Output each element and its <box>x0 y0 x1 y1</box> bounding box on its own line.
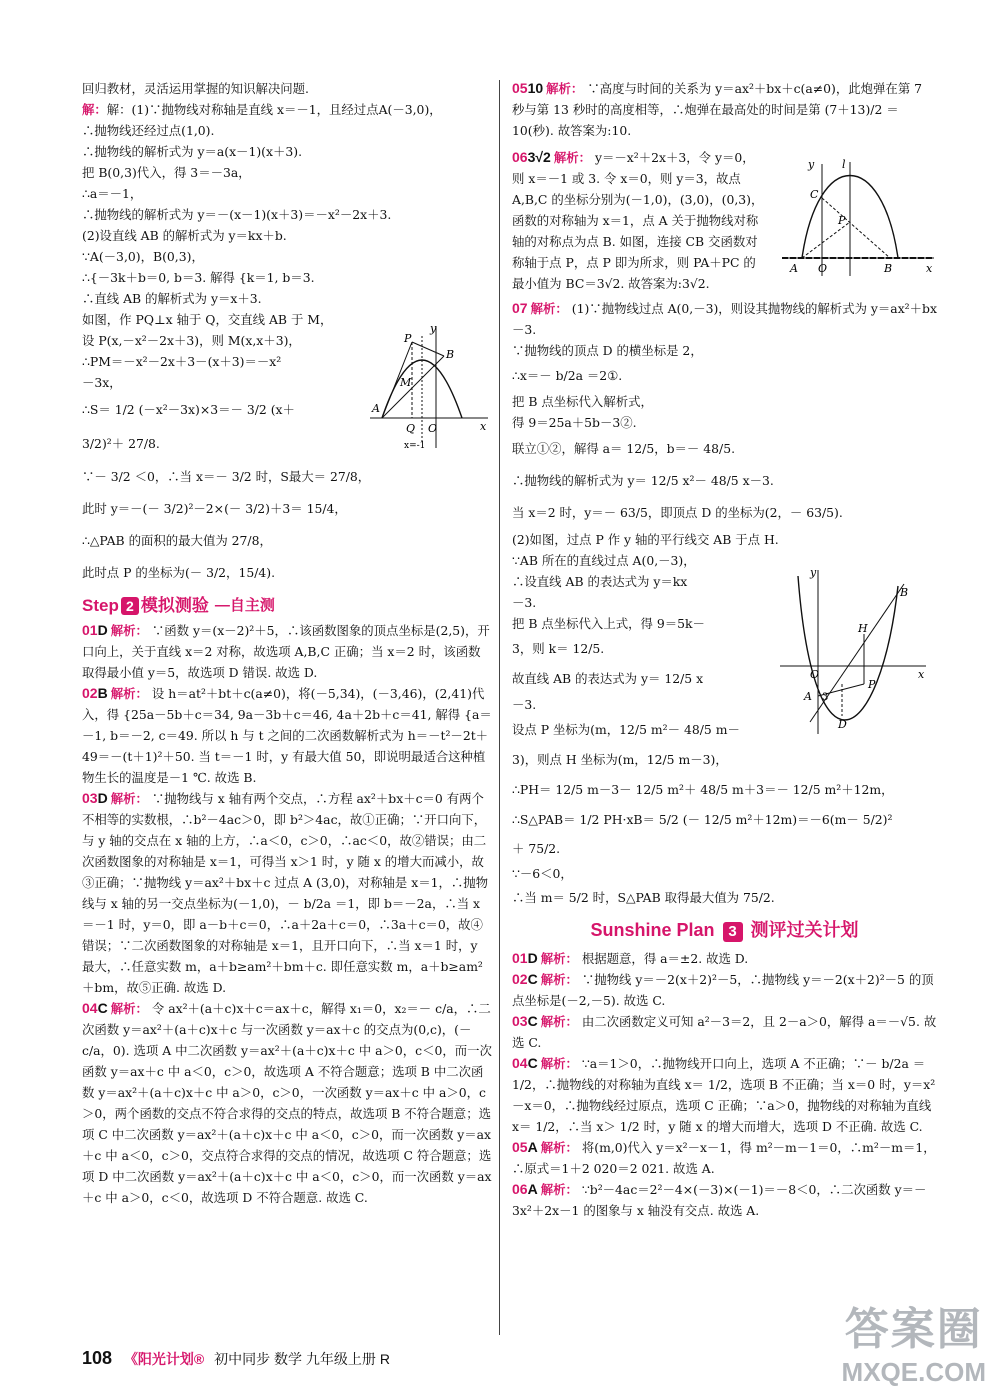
fig-label: y <box>810 566 817 579</box>
text-line: ∴x＝－ b/2a ＝2①. <box>512 368 623 383</box>
fig-label: x=-1 <box>404 441 426 450</box>
answer-item: 01D 解析： ∵函数 y＝(x－2)²＋5，∴该函数图象的顶点坐标是(2,5)，开口向上，关于直线 x＝2 对称，故选项 A,B,C 正确；当 x＝2 时，该函数取得最小值 y＝5，故选项 D 错误. 故选 D. <box>82 622 490 680</box>
answer-item: 0510 解析： ∵高度与时间的关系为 y＝ax²＋bx＋c(a≠0)，此炮弹在第 7 秒与第 13 秒时的高度相等，∴炮弹在最高处的时间是第 (7＋13)/2 ＝10(秒). 故答案为:10. <box>512 80 923 138</box>
fig-label: Q <box>406 422 416 435</box>
text-line: －3. <box>512 697 537 712</box>
step-number: 2 <box>121 597 139 615</box>
text-line: ∴直线 AB 的解析式为 y＝x＋3. <box>82 291 262 306</box>
text-line: (2)设直线 AB 的解析式为 y＝kx＋b. <box>82 228 287 243</box>
answer-item: 02B 解析： 设 h＝at²＋bt＋c(a≠0)，将(－5,34)，(－3,46)，(2,41)代入，得 {25a－5b＋c＝34, 9a－3b＋c＝46, 4a＋2b＋c＝41, 解得 {a＝－1, b＝－2, c＝49. 所以 h 与 t 之间的二次函数解析式为 h＝－t²－2t＋49＝－(t＋1)²＋50. 当 t＝－1 时，y 有最大值 50，即说明最适合这种植物生长的温度是－1 ℃. 故选 B. <box>82 685 492 785</box>
jie-label: 解： <box>82 102 107 117</box>
fig-label: y <box>430 322 437 335</box>
text-line: 得 9＝25a＋5b－3②. <box>512 415 637 430</box>
text-line: 当 x＝2 时，y＝－ 63/5，即顶点 D 的坐标为(2，－ 63/5). <box>512 505 843 520</box>
text-line: 如图，作 PQ⊥x 轴于 Q，交直线 AB 于 M， <box>82 312 333 327</box>
text-line: ∵－6＜0， <box>512 866 573 881</box>
watermark-logo <box>842 1293 986 1388</box>
text-line: 此时 y＝－(－ 3/2)²－2×(－ 3/2)＋3＝ 15/4， <box>82 501 347 516</box>
step-banner <box>82 595 492 616</box>
text-line: ∴S△PAB＝ 1/2 PH·xB＝ 5/2 (－ 12/5 m²＋12m)＝－6(m－ 5/2)² <box>512 812 893 827</box>
answer-item: 05A 解析： 将(m,0)代入 y＝x²－x－1，得 m²－m－1＝0，∴m²－m＝1，∴原式＝1＋2 020＝2 021. 故选 A. <box>512 1139 936 1176</box>
plan-banner <box>512 920 937 942</box>
fig-label: x <box>926 262 933 275</box>
fig-label: P <box>868 678 876 691</box>
text-line: 把 B(0,3)代入，得 3＝－3a， <box>82 165 251 180</box>
fig-label: l <box>842 158 846 171</box>
answer-item: 063√2 解析： y＝－x²＋2x＋3，令 y＝0，则 x＝－1 或 3. 令 x＝0，则 y＝3，故点 A,B,C 的坐标分别为(－1,0)，(3,0)，(0,3)，函数的对称轴为 x＝1，点 A 关于抛物线对称轴的对称点为点 B. 如图，连接 CB 交函数对称轴于点 P，点 P 即为所求，则 PA＋PC 的最小值为 BC＝3√2. 故答案为:3√2. <box>512 149 764 291</box>
fig-label: O <box>428 422 438 435</box>
fig-label: B <box>884 262 893 275</box>
text-line: 此时点 P 的坐标为(－ 3/2，15/4). <box>82 565 276 580</box>
fig-label: A <box>804 690 812 703</box>
text-line: 把 B 点坐标代入解析式， <box>512 394 653 409</box>
text-line: －3. <box>512 595 537 610</box>
answer-item: 06A 解析： ∵b²－4ac＝2²－4×(－3)×(－1)＝－8＜0，∴二次函数 y＝－3x²＋2x－1 的图象与 x 轴没有交点. 故选 A. <box>512 1181 927 1218</box>
figure-parabola-pab <box>370 322 490 450</box>
text-line: ∵A(－3,0)，B(0,3)， <box>82 249 204 264</box>
text-line: ∴抛物线还经过点(1,0). <box>82 123 215 138</box>
text-line: 3)，则点 H 坐标为(m，12/5 m－3)， <box>512 752 728 767</box>
watermark-text: 答案圈 <box>844 1305 983 1354</box>
page-footer <box>82 1348 390 1369</box>
fig-label: 3 <box>822 692 829 703</box>
fig-label: P <box>404 332 412 345</box>
answer-item: 04C 解析： 令 ax²＋(a＋c)x＋c＝ax＋c，解得 x₁＝0，x₂＝－ c/a，∴二次函数 y＝ax²＋(a＋c)x＋c 与一次函数 y＝ax＋c 的交点为(0,c)，(－ c/a，0). 选项 A 中二次函数 y＝ax²＋(a＋c)x＋c 中 a＞0，c＜0，而一次函数 y＝ax＋c 中 a＜0，c＞0，故选项 A 不符合题意；选项 B 中二次函数 y＝ax²＋(a＋c)x＋c 中 a＞0，c＞0，一次函数 y＝ax＋c 中 a＞0，c＞0，两个函数的交点不符合求得的交点的特点，故选项 B 不符合题意；选项 C 中二次函数 y＝ax²＋(a＋c)x＋c 中 a＜0，c＞0，而一次函数 y＝ax＋c 中 a＜0，c＞0，交点符合求得的交点的情况，故选项 C 符合题意；选项 D 中二次函数 y＝ax²＋(a＋c)x＋c 中 a＜0，c＞0，而一次函数 y＝ax＋c 中 a＞0，c＜0，故选项 D 不符合题意. 故选 C. <box>82 1000 492 1205</box>
text-line: ∴抛物线的解析式为 y＝ 12/5 x²－ 48/5 x－3. <box>512 473 774 488</box>
left-column <box>82 78 492 1208</box>
text-line: 解：解：(1)∵抛物线对称轴是直线 x＝－1，且经过点A(－3,0)， <box>82 102 442 117</box>
text-line: ∴△PAB 的面积的最大值为 27/8， <box>82 533 272 548</box>
fig-label: O <box>810 668 820 681</box>
fig-label: x <box>480 420 487 433</box>
fig-label: D <box>838 718 847 731</box>
text-line: ∴S＝ 1/2 (－x²－3x)×3＝－ 3/2 (x＋ <box>82 402 295 417</box>
text-line: ∴PH＝ 12/5 m－3－ 12/5 m²＋ 48/5 m＋3＝－ 12/5 m²＋12m， <box>512 782 894 797</box>
text-line: ∵－ 3/2 ＜0，∴当 x＝－ 3/2 时，S最大＝ 27/8， <box>82 469 371 484</box>
text-line: ∴抛物线的解析式为 y＝a(x－1)(x＋3). <box>82 144 303 159</box>
text-line: ∴当 m＝ 5/2 时，S△PAB 取得最大值为 75/2. <box>512 890 775 905</box>
fig-label: M <box>400 376 412 389</box>
figure-parabola-pa-pc <box>778 158 938 278</box>
answer-item: 03D 解析： ∵抛物线与 x 轴有两个交点，∴方程 ax²＋bx＋c＝0 有两个不相等的实数根，∴b²－4ac＞0，即 b²＞4ac，故①正确；∵开口向下，与 y 轴的交点在 x 轴的上方，∴a＜0，c＞0，∴ac＜0，故②错误；由二次函数图象的对称轴是 x＝1，可得当 x＞1 时，y 随 x 的增大而减小，故③正确；∵抛物线 y＝ax²＋bx＋c 过点 A (3,0)，对称轴是 x＝1，∴抛物线与 x 轴的另一交点坐标为(－1,0)，－ b/2a ＝1，即 b＝－2a，∴当 x＝－1 时，y＝0，即 a－b＋c＝0，∴a＋2a＋c＝0，∴3a＋c＝0，故④错误；∵二次函数图象的对称轴是 x＝1，且开口向下，∴当 x＝1 时，y 最大，∴任意实数 m，a＋b≥am²＋bm＋c. 即任意实数 m，a＋b≥am²＋bm，故⑤正确. 故选 D. <box>82 790 489 995</box>
text-line: ∴a＝－1， <box>82 186 143 201</box>
text-line: (2)如图，过点 P 作 y 轴的平行线交 AB 于点 H. <box>512 532 779 547</box>
answer-item: 04C 解析： ∵a＝1＞0，∴抛物线开口向上，选项 A 不正确；∵－ b/2a ＝ 1/2，∴抛物线的对称轴为直线 x＝ 1/2，选项 B 不正确；当 x＝0 时，y＝x²－x＝0，∴抛物线经过原点，选项 C 正确；∵a＞0，抛物线的对称轴为直线 x＝ 1/2，∴当 x＞ 1/2 时，y 随 x 的增大而增大，选项 D 不正确. 故选 C. <box>512 1055 936 1134</box>
text-line: ∴{－3k＋b＝0, b＝3. 解得 {k＝1, b＝3. <box>82 270 315 285</box>
fig-label: P <box>838 214 846 227</box>
text-line: ∴抛物线的解析式为 y＝－(x－1)(x＋3)＝－x²－2x＋3. <box>82 207 392 222</box>
fig-label: y <box>808 158 815 171</box>
step-subtitle: —自主测 <box>214 597 275 614</box>
text-line: －3x， <box>82 375 122 390</box>
text-line: 把 B 点坐标代入上式，得 9＝5k－ <box>512 616 705 631</box>
text-line: ∵AB 所在的直线过点 A(0,－3)， <box>512 553 696 568</box>
step-word: Step <box>82 596 119 615</box>
fig-label: x <box>918 668 925 681</box>
answer-item: 02C 解析： ∵抛物线 y＝－2(x＋2)²－5，∴抛物线 y＝－2(x＋2)²－5 的顶点坐标是(－2,－5). 故选 C. <box>512 971 934 1008</box>
text-line: 故直线 AB 的表达式为 y＝ 12/5 x <box>512 671 704 686</box>
fig-label: C <box>810 188 819 201</box>
text-line: 联立①②，解得 a＝ 12/5，b＝－ 48/5. <box>512 441 736 456</box>
fig-label: A <box>372 402 380 415</box>
text-line: 设点 P 坐标为(m，12/5 m²－ 48/5 m－ <box>512 722 740 737</box>
step-title: 模拟测验 <box>140 596 209 615</box>
text-line: ＋ 75/2. <box>512 841 561 856</box>
figure-parabola-ph <box>780 566 930 736</box>
fig-label: B <box>900 586 909 599</box>
plan-number: 3 <box>723 922 743 942</box>
answer-item: 03C 解析： 由二次函数定义可知 a²－3＝2，且 2－a＞0，解得 a＝－√5. 故选 C. <box>512 1013 937 1050</box>
watermark-url: MXQE.COM <box>841 1357 986 1387</box>
book-title: 初中同步 数学 九年级上册 R <box>214 1351 390 1367</box>
plan-title-cn: 测评过关计划 <box>750 920 859 940</box>
plan-title-en: Sunshine Plan <box>590 920 715 940</box>
text-line: ∵抛物线的顶点 D 的横坐标是 2， <box>512 343 703 358</box>
text-line: ∴设直线 AB 的表达式为 y＝kx <box>512 574 688 589</box>
text-line: 设 P(x,－x²－2x＋3)，则 M(x,x＋3)， <box>82 333 301 348</box>
column-divider <box>499 80 500 1335</box>
fig-label: A <box>790 262 798 275</box>
fig-label: H <box>858 622 868 635</box>
answer-item: 07 解析： (1)∵抛物线过点 A(0,－3)，则设其抛物线的解析式为 y＝ax²＋bx－3. <box>512 300 937 337</box>
text-line: 3，则 k＝ 12/5. <box>512 641 605 656</box>
text-line: ∴PM＝－x²－2x＋3－(x＋3)＝－x² <box>82 354 282 369</box>
fig-label: B <box>446 348 455 361</box>
answer-item: 01D 解析： 根据题意，得 a＝±2. 故选 D. <box>512 950 749 966</box>
fig-label: O <box>818 262 828 275</box>
text-line: 回归教材，灵活运用掌握的知识解决问题. <box>82 81 309 96</box>
brand-name: 《阳光计划® <box>123 1351 205 1367</box>
text-line: 3/2)²＋ 27/8. <box>82 436 160 451</box>
page-number: 108 <box>82 1348 113 1368</box>
